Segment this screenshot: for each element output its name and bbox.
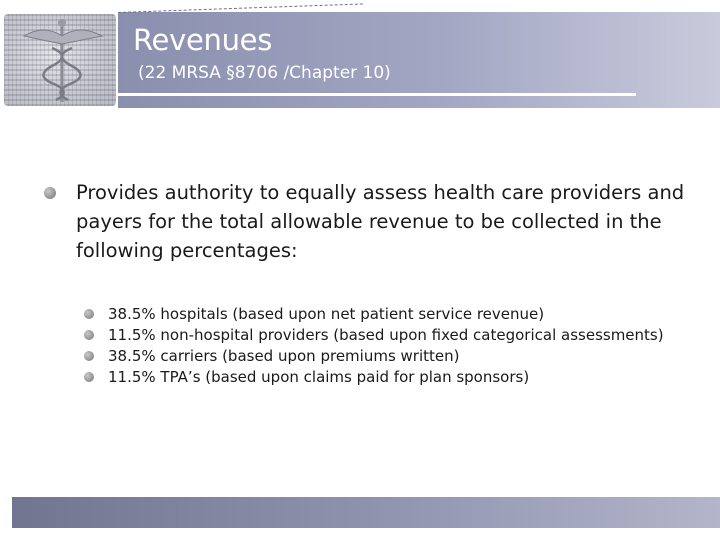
sub-bullet-text: 38.5% carriers (based upon premiums written) xyxy=(108,347,460,365)
bullet-dot-icon xyxy=(84,330,94,340)
caduceus-logo-image xyxy=(4,14,116,106)
sub-bullet-tpas xyxy=(84,368,684,387)
bullet-dot-icon xyxy=(44,187,56,199)
caduceus-icon xyxy=(4,14,116,106)
slide-title: Revenues xyxy=(133,23,273,57)
header-underline xyxy=(118,93,636,96)
main-bullet-text: Provides authority to equally assess health care providers and payers for the total allowable revenue to be collected in the following percentages: xyxy=(76,181,685,262)
bullet-dot-icon xyxy=(84,309,94,319)
sub-bullet-non-hospital xyxy=(84,326,684,345)
slide-subtitle: (22 MRSA §8706 /Chapter 10) xyxy=(138,63,391,83)
sub-bullet-hospitals xyxy=(84,305,684,324)
bullet-dot-icon xyxy=(84,372,94,382)
footer-band xyxy=(12,497,720,528)
sub-bullet-list xyxy=(84,305,684,389)
sub-bullet-text: 11.5% TPA’s (based upon claims paid for plan sponsors) xyxy=(108,368,530,386)
sub-bullet-carriers xyxy=(84,347,684,366)
sub-bullet-text: 11.5% non-hospital providers (based upon fixed categorical assessments) xyxy=(108,326,664,344)
bullet-dot-icon xyxy=(84,351,94,361)
sub-bullet-text: 38.5% hospitals (based upon net patient service revenue) xyxy=(108,305,545,323)
